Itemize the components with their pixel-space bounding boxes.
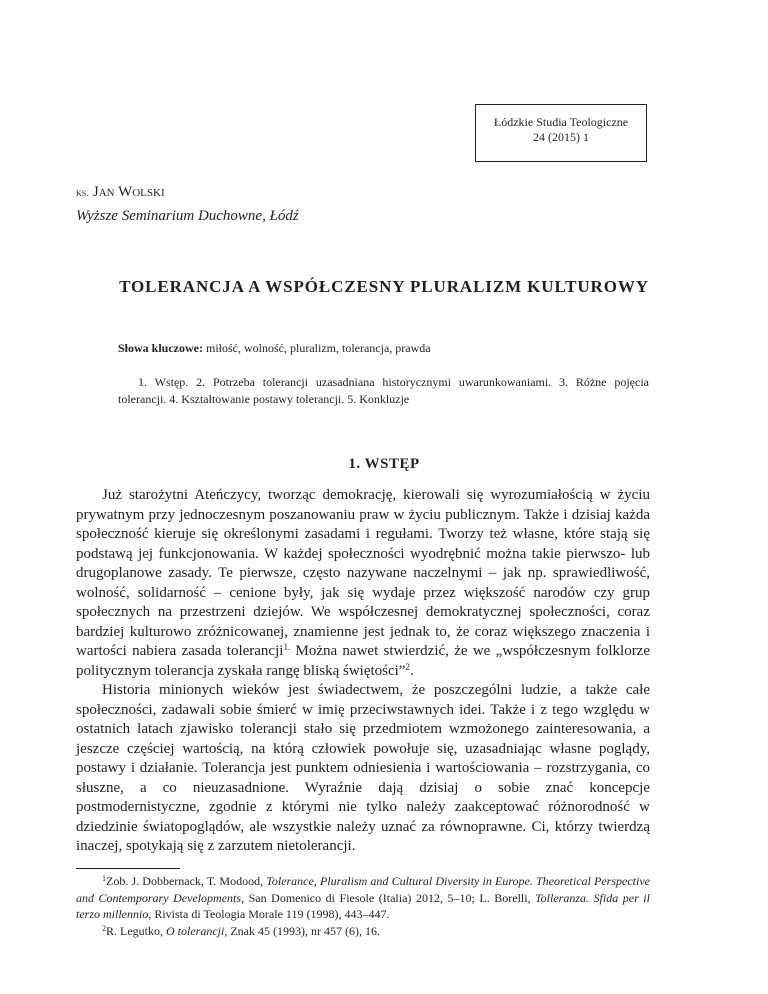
paragraph-1-part1: Już starożytni Ateńczycy, tworząc demokrację, kierowali się wyrozumiałością w życiu prywatnym przy jednoczesnym poszanowaniu praw w życiu publicznym. Także i dzisiaj każda społeczność kieruje się określonymi zasadami i regułami. Tworzy też własne, które stają się podstawą jej funkcjonowania. W każdej społeczności wyodrębnić można takie pierwszo- lub drugoplanowe zasady. Te pierwsze, często nazywane naczelnymi – jak np. sprawiedliwość, wolność, solidarność – cenione były, jak się wydaje przez większość narodów czy grup społecznych na przestrzeni dziejów. We współczesnej demokratycznej społeczności, coraz bardziej kulturowo zróżnicowanej, znamienne jest jednak to, że coraz większego znaczenia i wartości nabiera zasada tolerancji (76, 487, 650, 659)
keywords-text: miłość, wolność, pluralizm, tolerancja, prawda (206, 341, 431, 355)
footnote-1-title-b: Tolleranza. Sfida per il terzo millennio (76, 890, 650, 921)
footnote-ref-2[interactable]: 2 (405, 661, 410, 672)
author-line (76, 183, 165, 202)
footnote-2-text-b: , Znak 45 (1993), nr 457 (6), 16. (224, 923, 380, 938)
footnote-1-text-c: , Rivista di Teologia Morale 119 (1998), 443–447. (148, 907, 390, 921)
paragraph-1 (76, 486, 650, 681)
footnote-2-num: 2 (102, 923, 106, 933)
paragraph-2: Historia minionych wieków jest świadectwem, że poszczególni ludzie, a także całe społeczności, zadawali sobie śmierć w imię przeciwstawnych idei. Także i z tego względu w ostatnich latach zjawisko tolerancji stało się przedmiotem wzmożonego zainteresowania, a jeszcze częściej wartością, na którą człowiek powołuje się, uzasadniając własne poglądy, postawy i działanie. Tolerancja jest punktem odniesienia i wartościowania – rozstrzygania, co słuszne, a co nieuzasadnione. Wyraźnie dają dzisiaj o sobie znać koncepcje postmodernistyczne, zgodnie z którymi nie tylko należy zaakceptować różnorodność w dziedzinie światopoglądów, ale wszystkie należy uznać za równoprawne. Ci, którzy twierdzą inaczej, spotykają się z zarzutem nietolerancji. (76, 682, 650, 854)
section-heading: 1. WSTĘP (348, 456, 420, 472)
footnote-1-text-b: , San Domenico di Fiesole (Italia) 2012, 5–10; L. Borelli, (241, 890, 536, 905)
keywords-label: Słowa kluczowe: (118, 341, 203, 355)
paragraph-1-part3: . (409, 662, 414, 679)
journal-info-box (475, 104, 647, 162)
footnote-1-text-a: Zob. J. Dobbernack, T. Modood, (106, 874, 267, 888)
journal-name: Łódzkie Studia Teologiczne (493, 115, 629, 129)
footnote-1-num: 1 (102, 874, 106, 883)
footnote-divider (76, 868, 180, 869)
footnote-2-text-a: R. Legutko, (106, 923, 166, 938)
author-affiliation: Wyższe Seminarium Duchowne, Łódź (76, 208, 299, 224)
author-prefix: ks. (76, 187, 90, 199)
body-text (76, 486, 650, 857)
footnote-2 (76, 923, 650, 940)
journal-issue: 24 (2015) 1 (533, 130, 589, 144)
keywords (118, 341, 431, 356)
footnote-ref-1[interactable]: 1. (283, 642, 291, 652)
paragraph-1-part2: Można nawet stwierdzić, że we „współczesnym folklorze politycznym tolerancja zyskała rangę bliską świętości” (76, 643, 651, 679)
table-of-contents: 1. Wstęp. 2. Potrzeba tolerancji uzasadniana historycznymi uwarunkowaniami. 3. Różne pojęcia tolerancji. 4. Kształtowanie postawy tolerancji. 5. Konkluzje (118, 375, 649, 406)
footnote-1-title-a: Tolerance, Pluralism and Cultural Diversity in Europe. Theoretical Perspective and Contemporary Developments (76, 874, 650, 905)
author-name: Jan Wolski (92, 184, 165, 200)
footnote-1 (76, 873, 650, 923)
footnote-2-title-a: O tolerancji (166, 923, 225, 938)
footnotes (76, 873, 650, 939)
article-title: TOLERANCJA A WSPÓŁCZESNY PLURALIZM KULTUROWY (119, 277, 649, 296)
